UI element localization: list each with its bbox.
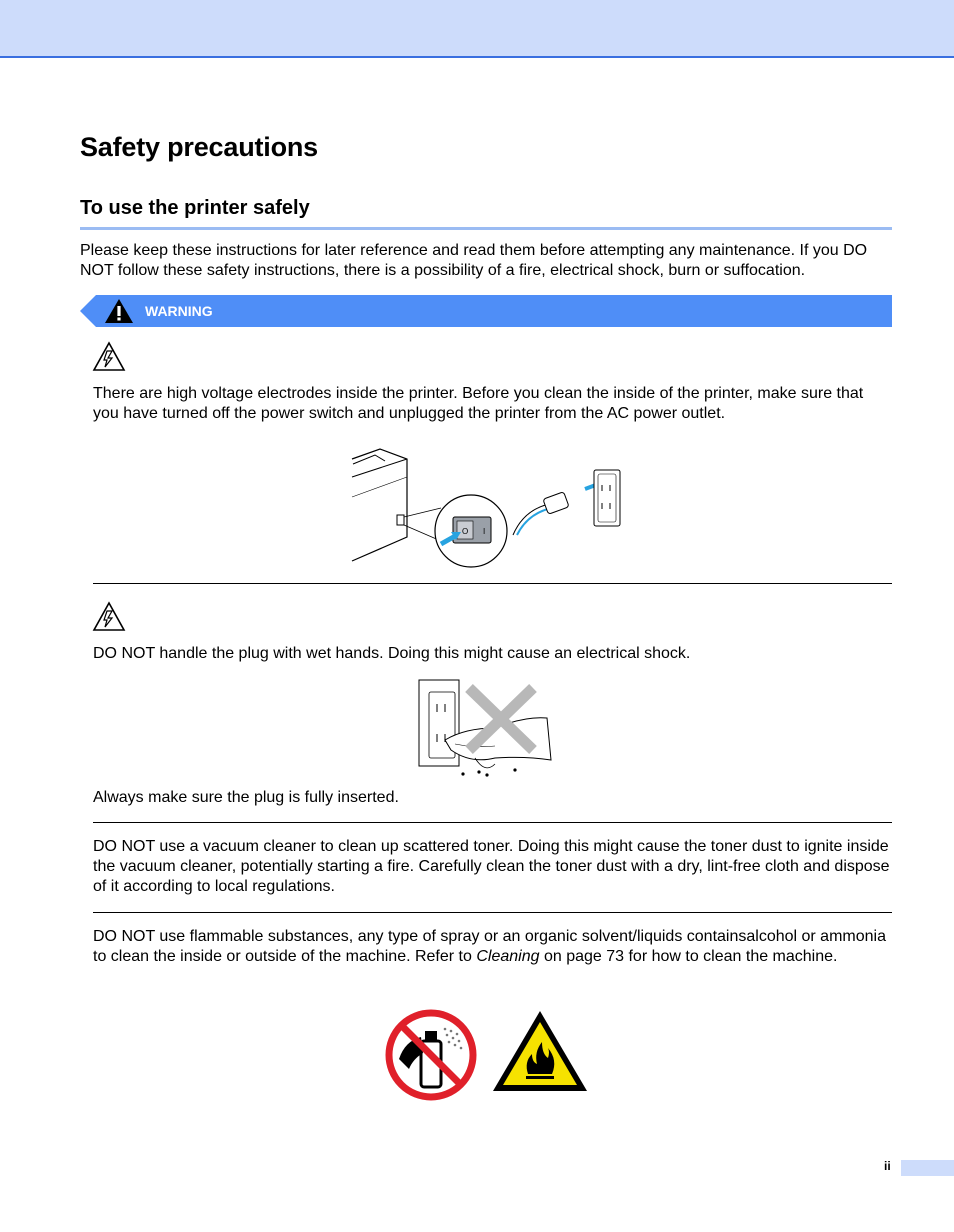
section-title: To use the printer safely: [80, 197, 310, 219]
power-off-unplug-illustration: [345, 437, 635, 569]
svg-text:O: O: [462, 527, 469, 536]
warning-2-note: Always make sure the plug is fully inserted.: [93, 789, 399, 806]
warning-banner: [80, 295, 892, 327]
wet-hands-plug-illustration: [415, 678, 555, 780]
page-title: Safety precautions: [80, 132, 318, 162]
high-voltage-icon: [92, 341, 126, 372]
warning-4-text: DO NOT use flammable substances, any type of spray or an organic solvent/liquids containsalcohol or ammonia to clean the inside or outside of the machine. Refer to Cleaning on page 73 for how to clean the machine.: [93, 928, 886, 965]
warning-3-text: DO NOT use a vacuum cleaner to clean up scattered toner. Doing this might cause the toner dust to ignite inside the vacuum cleaner, potentially starting a fire. Carefully clean the toner dust with a dry, lint-free cloth and dispose of it according to local regulations.: [93, 838, 890, 895]
intro-paragraph: Please keep these instructions for later reference and read them before attempting any maintenance. If you DO NOT follow these safety instructions, there is a possibility of a fire, electrical shock, burn or suffocation.: [80, 242, 868, 279]
svg-text:I: I: [483, 527, 486, 536]
section-title-rule: [80, 227, 892, 230]
section-divider: [93, 583, 892, 584]
warning-2-text: DO NOT handle the plug with wet hands. Doing this might cause an electrical shock.: [93, 645, 691, 662]
warning-triangle-icon: [104, 298, 134, 324]
warning-1-text: There are high voltage electrodes inside the printer. Before you clean the inside of the printer, make sure that you have turned off the power switch and unplugged the printer from the AC power outlet.: [93, 385, 864, 422]
high-voltage-icon: [92, 601, 126, 632]
cleaning-reference: Cleaning: [476, 948, 540, 965]
page-number-tab: [901, 1160, 954, 1176]
section-divider: [93, 912, 892, 913]
page-header-band: [0, 0, 954, 58]
warning-label: WARNING: [145, 303, 213, 319]
page-number: ii: [884, 1159, 891, 1173]
no-spray-icon: [383, 1007, 479, 1103]
section-divider: [93, 822, 892, 823]
flammable-hazard-icon: [490, 1008, 590, 1094]
